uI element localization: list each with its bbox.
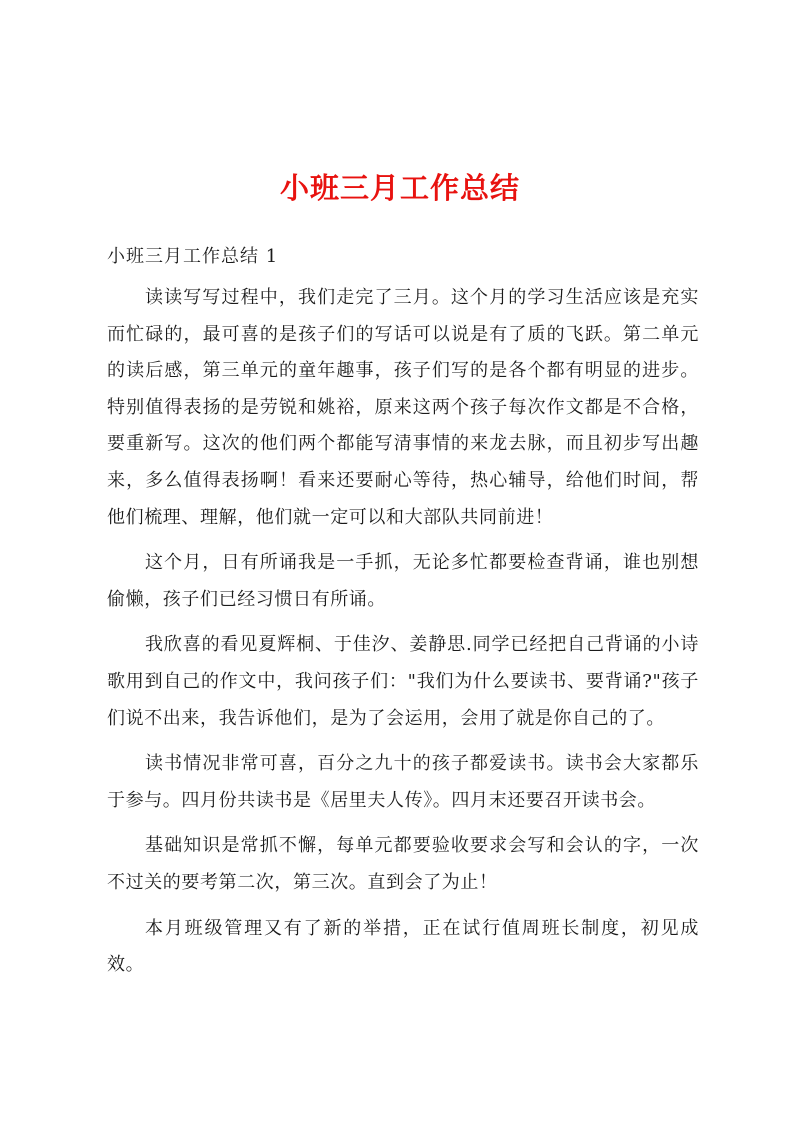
paragraph: 这个月，日有所诵我是一手抓，无论多忙都要检查背诵，谁也别想偷懒，孩子们已经习惯日有所诵。 [107,552,699,610]
paragraph: 本月班级管理又有了新的举措，正在试行值周班长制度，初见成效。 [107,917,699,976]
paragraph: 读读写写过程中，我们走完了三月。这个月的学习生活应该是充实而忙碌的，最可喜的是孩子们的写话可以说是有了质的飞跃。第二单元的读后感，第三单元的童年趣事，孩子们写的是各个都有明显的进步。特别值得表扬的是劳锐和姚裕，原来这两个孩子每次作文都是不合格，要重新写。这次的他们两个都能写清事情的来龙去脉，而且初步写出趣来，多么值得表扬啊！看来还要耐心等待，热心辅导，给他们时间，帮他们梳理、理解，他们就一定可以和大部队共同前进！ [107,287,699,528]
paragraph: 我欣喜的看见夏辉桐、于佳汐、姜静思.同学已经把自己背诵的小诗歌用到自己的作文中，我问孩子们："我们为什么要读书、要背诵?"孩子们说不出来，我告诉他们，是为了会运用，会用了就是你自己的了。 [107,634,699,729]
document-title: 小班三月工作总结 [279,171,520,205]
paragraph: 读书情况非常可喜，百分之九十的孩子都爱读书。读书会大家都乐于参与。四月份共读书是《居里夫人传》。四月末还要召开读书会。 [107,753,699,811]
section-heading: 小班三月工作总结 1 [107,246,279,267]
paragraph: 基础知识是常抓不懈，每单元都要验收要求会写和会认的字，一次不过关的要考第二次，第三次。直到会了为止！ [107,835,699,893]
document-body [107,280,699,993]
